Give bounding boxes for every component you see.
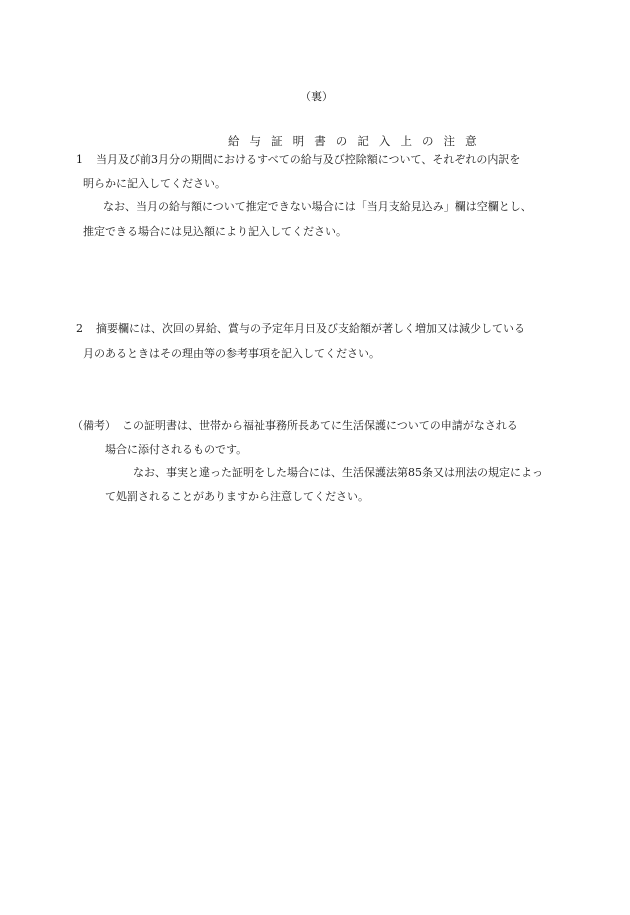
remarks-line-2: 場合に添付されるものです。	[105, 443, 248, 456]
remarks-label: （備考）	[72, 419, 116, 432]
note-1-line-1	[76, 153, 520, 167]
note-2-line-1	[76, 322, 525, 336]
note-1-text-1: 当月及び前3月分の期間におけるすべての給与及び控除額について、それぞれの内訳を	[96, 153, 521, 166]
note-1-number: 1	[76, 153, 83, 166]
note-1-line-2: 明らかに記入してください。	[83, 177, 226, 190]
document-title: 給 与 証 明 書 の 記 入 上 の 注 意	[228, 134, 480, 148]
remarks-line-1	[72, 419, 518, 433]
remarks-line-3: なお、事実と違った証明をした場合には、生活保護法第85条又は刑法の規定によっ	[133, 466, 543, 479]
note-2-text-1: 摘要欄には、次回の昇給、賞与の予定年月日及び支給額が著しく増加又は減少している	[96, 322, 525, 335]
note-2-line-2: 月のあるときはその理由等の参考事項を記入してください。	[83, 347, 380, 360]
note-2-number: 2	[76, 322, 83, 335]
note-1-line-3: なお、当月の給与額について推定できない場合には「当月支給見込み」欄は空欄とし、	[103, 200, 532, 213]
remarks-text-1: この証明書は、世帯から福祉事務所長あてに生活保護についての申請がなされる	[122, 419, 518, 432]
remarks-line-4: て処罰されることがありますから注意してください。	[105, 490, 369, 503]
back-side-label: （裏）	[300, 90, 333, 103]
note-1-line-4: 推定できる場合には見込額により記入してください。	[83, 225, 347, 238]
